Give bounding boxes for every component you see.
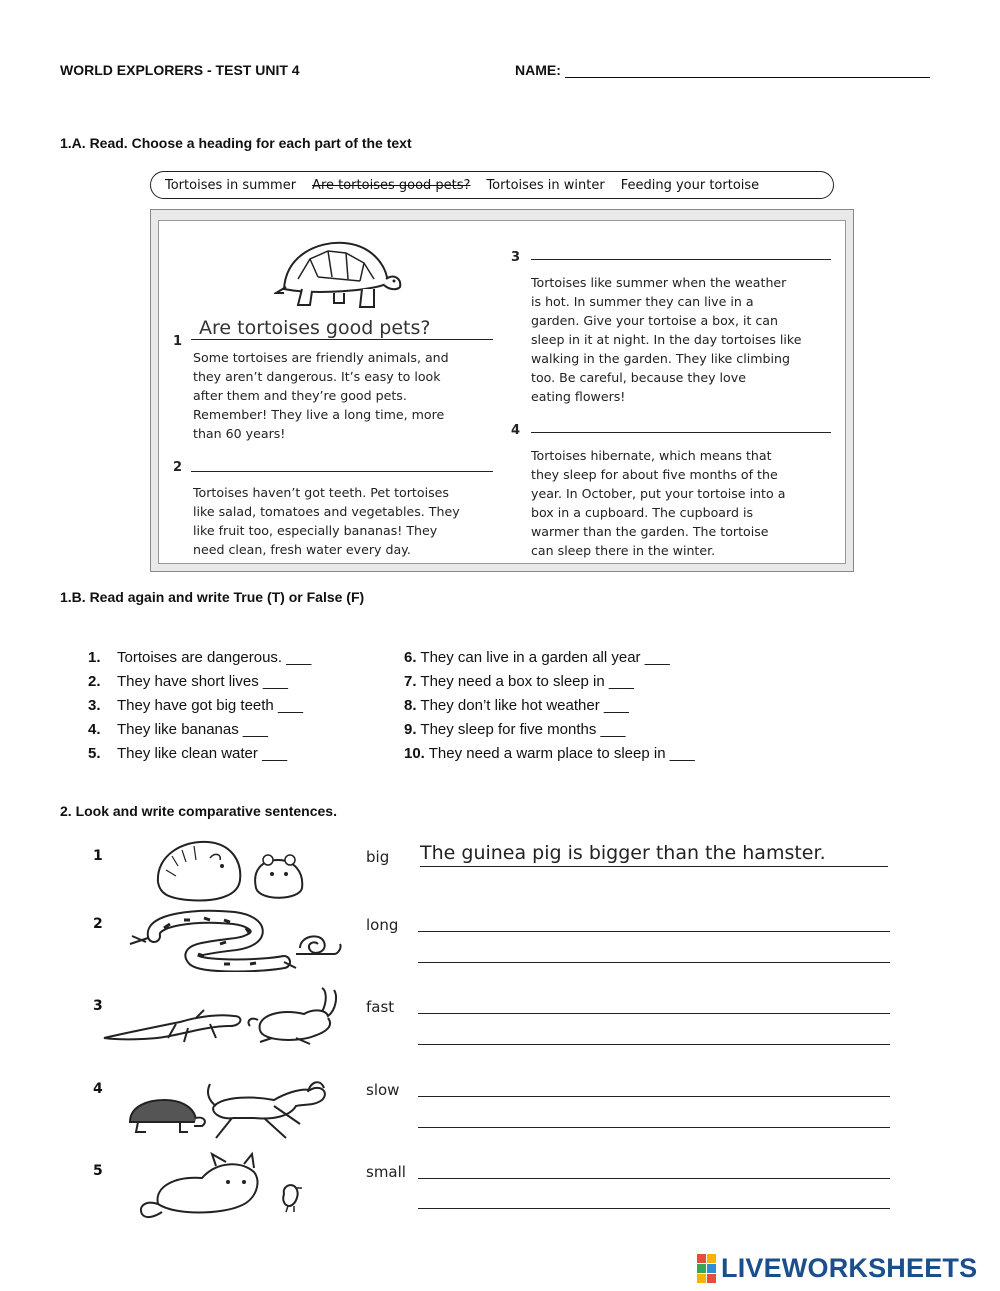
- logo-text: LIVEWORKSHEETS: [721, 1253, 978, 1283]
- tf-list-left: [88, 646, 388, 766]
- part-number: 3: [511, 250, 521, 265]
- worksheet-title: WORLD EXPLORERS - TEST UNIT 4: [60, 62, 300, 78]
- part-4-text: Tortoises hibernate, which means that they sleep for about five months of the year. In October, put your tortoise into a box in a cupboard. The cupboard is warmer than the garden. The tortoise can sleep there in the winter.: [531, 448, 786, 558]
- adjective-label: fast: [366, 998, 395, 1016]
- logo-blocks-icon: [697, 1254, 716, 1283]
- example-sentence: The guinea pig is bigger than the hamster.: [420, 842, 888, 867]
- lizard-rabbit-illustration: [100, 986, 352, 1050]
- name-field[interactable]: [515, 62, 930, 78]
- answer-line[interactable]: [418, 962, 890, 963]
- answer-line[interactable]: [418, 1044, 890, 1045]
- section-1a-instruction: 1.A. Read. Choose a heading for each part of the text: [60, 135, 412, 151]
- item-number: 5: [93, 1163, 103, 1179]
- name-blank-line[interactable]: [565, 63, 930, 78]
- part-3-text: Tortoises like summer when the weather is hot. In summer they can live in a garden. Give your tortoise a box, it can sleep in it at night. In the day tortoises like walking in the garden. They like climbing too. Be careful, because they love eating flowers!: [531, 275, 802, 404]
- reading-text-frame: [150, 209, 854, 572]
- guinea-pig-hamster-illustration: [152, 836, 312, 906]
- item-number: 2: [93, 916, 103, 932]
- part-2-heading-line[interactable]: [191, 471, 493, 472]
- tortoise-dog-illustration: [124, 1066, 334, 1142]
- answer-line[interactable]: [418, 1127, 890, 1128]
- heading-option: Tortoises in summer: [165, 177, 297, 193]
- section-2-instruction: 2. Look and write comparative sentences.: [60, 803, 337, 819]
- tf-item[interactable]: 6. They can live in a garden all year ___: [404, 649, 670, 666]
- part-1-heading-line[interactable]: [191, 339, 493, 340]
- liveworksheets-logo: [697, 1253, 977, 1284]
- answer-line[interactable]: [418, 1208, 890, 1209]
- answer-line[interactable]: [418, 1096, 890, 1097]
- answer-line[interactable]: [418, 1013, 890, 1014]
- part-3-heading-line[interactable]: [531, 259, 831, 260]
- part-1-text: Some tortoises are friendly animals, and they aren’t dangerous. It’s easy to look after them and they’re good pets. Remember! They live a long time, more than 60 years!: [193, 350, 449, 441]
- part-number: 4: [511, 423, 521, 438]
- adjective-label: slow: [366, 1081, 400, 1099]
- item-number: 1: [93, 848, 103, 864]
- part-2-text: Tortoises haven’t got teeth. Pet tortoises like salad, tomatoes and vegetables. They like fruit too, especially bananas! They need clean, fresh water every day.: [193, 485, 460, 557]
- tf-item[interactable]: 10. They need a warm place to sleep in ___: [404, 745, 695, 762]
- adjective-label: small: [366, 1163, 406, 1181]
- tf-item[interactable]: 7. They need a box to sleep in ___: [404, 673, 634, 690]
- heading-option: Feeding your tortoise: [620, 177, 760, 193]
- item-number: 3: [93, 998, 103, 1014]
- tf-item[interactable]: 3. They have got big teeth ___: [88, 697, 303, 714]
- heading-option: Tortoises in winter: [486, 177, 605, 193]
- part-1-heading-answer: Are tortoises good pets?: [199, 317, 431, 339]
- tf-item[interactable]: 9. They sleep for five months ___: [404, 721, 626, 738]
- item-number: 4: [93, 1081, 103, 1097]
- heading-options-box: [150, 171, 834, 199]
- adjective-label: big: [366, 848, 390, 866]
- part-number: 2: [173, 460, 183, 475]
- answer-line[interactable]: [418, 1178, 890, 1179]
- name-label: NAME:: [515, 62, 561, 78]
- tf-item[interactable]: 1. Tortoises are dangerous. ___: [88, 649, 312, 666]
- tf-item[interactable]: 2. They have short lives ___: [88, 673, 288, 690]
- cat-bird-illustration: [136, 1150, 308, 1222]
- snake-snail-illustration: [124, 908, 350, 972]
- reading-text-panel: [158, 220, 846, 564]
- part-4-heading-line[interactable]: [531, 432, 831, 433]
- heading-option-used: Are tortoises good pets?: [312, 177, 471, 193]
- tf-item[interactable]: 4. They like bananas ___: [88, 721, 268, 738]
- tf-item[interactable]: 8. They don’t like hot weather ___: [404, 697, 629, 714]
- adjective-label: long: [366, 916, 399, 934]
- answer-line[interactable]: [418, 931, 890, 932]
- section-1b-instruction: 1.B. Read again and write True (T) or False (F): [60, 589, 365, 605]
- part-number: 1: [173, 334, 183, 349]
- tf-item[interactable]: 5. They like clean water ___: [88, 745, 288, 762]
- tortoise-illustration: [274, 233, 404, 315]
- tf-list-right: [404, 646, 764, 766]
